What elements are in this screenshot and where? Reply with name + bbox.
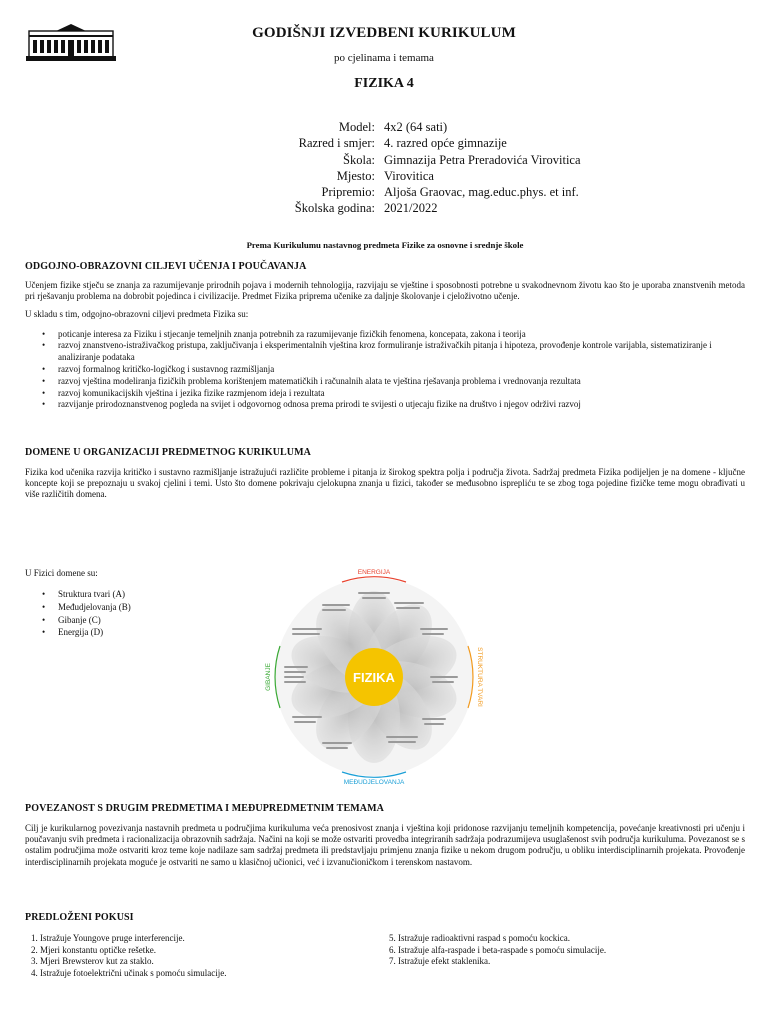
list-item: 4. Istražuje fotoelektrični učinak s pomoću simulacije.	[31, 967, 227, 978]
diagram-label-energy: ENERGIJA	[357, 569, 391, 576]
document-subtitle: po cjelinama i temama	[334, 52, 434, 64]
meta-row-class: Razred i smjer: 4. razred opće gimnazije	[298, 136, 507, 151]
document-title: GODIŠNJI IZVEDBENI KURIKULUM	[252, 25, 516, 41]
list-item: 5. Istražuje radioaktivni raspad s pomoću kockica.	[389, 933, 570, 943]
domains-section	[25, 447, 745, 501]
meta-row-author: Pripremio: Aljoša Graovac, mag.educ.phys. et inf.	[321, 185, 579, 200]
list-item: • Energija (D)	[25, 626, 255, 639]
experiments-heading: PREDLOŽENI POKUSI	[25, 912, 134, 923]
physics-domains-diagram	[262, 566, 486, 786]
subject-title: FIZIKA 4	[354, 76, 414, 91]
goals-section	[25, 261, 745, 411]
domains-intro: U Fizici domene su:	[25, 568, 98, 578]
connections-section	[25, 803, 745, 868]
goals-intro: U skladu s tim, odgojno-obrazovni ciljevi predmeta Fizika su:	[25, 309, 249, 320]
goals-paragraph: Učenjem fizike stječu se znanja za razumijevanje prirodnih pojava i modernih tehnologija, razvijaju se vještine i sposobnosti potrebne u svakodnevnom životu kao što je uporaba znanstvenih metoda pri rješavanju problema na dobrobit pojedinca i civilizacije. Predmet Fizika priprema učenike za daljnje školovanje i cjeloživotno učenje.	[25, 280, 745, 302]
domains-list	[25, 588, 255, 639]
goals-list	[25, 329, 745, 412]
diagram-label-motion: GIBANJE	[265, 663, 272, 691]
domains-list-block	[25, 568, 255, 639]
list-item: • Gibanje (C)	[25, 614, 255, 627]
curriculum-note: Prema Kurikulumu nastavnog predmeta Fizike za osnovne i srednje škole	[246, 240, 524, 250]
connections-paragraph: Cilj je kurikularnog povezivanja nastavnih predmeta u područjima kurikuluma veća prenosivost znanja i vještina koji pridonose razvijanju temeljnih kompetencija, povećanje kreativnosti pri učenju i poučavanju svih predmeta i racionalizacija obrazovnih sadržaja. Načini na koji se može ostvariti provedba integriranih sadržaja podrazumijeva usuglašenost svih područja kurikuluma. Povezanost se s ostalim područjima može ostvariti kroz teme koje nadilaze sam sadržaj predmeta ili predstavljaju primjenu znanja fizike u nekom drugom području, u obliku interdisciplinarnih projekata. Provođenje interdisciplinarnih projekata moguće je ostvariti ne samo u klasičnoj učionici, već i izvanučioničkom i terenskom nastavom.	[25, 823, 745, 867]
list-item: • razvoj formalnog kritičko-logičkog i sustavnog razmišljanja	[25, 364, 745, 376]
experiments-list-left	[31, 933, 226, 979]
list-item: • Međudjelovanja (B)	[25, 601, 255, 614]
meta-row-year: Školska godina: 2021/2022	[294, 201, 438, 216]
diagram-center-label: FIZIKA	[353, 670, 395, 685]
list-item: • poticanje interesa za Fiziku i stjecanje temeljnih znanja potrebnih za razumijevanje fizičkih fenomena, koncepata, zakona i teorija	[25, 329, 745, 341]
list-item: • razvijanje prirodoznanstvenog pogleda na svijet i odgovornog odnosa prema prirodi te svijesti o utjecaju fizike na društvo i njegov održivi razvoj	[25, 399, 745, 411]
experiments-heading-block	[25, 912, 745, 923]
list-item: • Struktura tvari (A)	[25, 588, 255, 601]
goals-heading: ODGOJNO-OBRAZOVNI CILJEVI UČENJA I POUČAVANJA	[25, 261, 307, 272]
meta-row-model: Model: 4x2 (64 sati)	[338, 120, 448, 134]
domains-heading: DOMENE U ORGANIZACIJI PREDMETNOG KURIKULUMA	[25, 447, 311, 458]
metadata-table	[0, 119, 768, 217]
list-item: • razvoj vještina modeliranja fizičkih problema korištenjem matematičkih i računalnih alata te vještina rješavanja problema i vrednovanja rezultata	[25, 376, 745, 388]
list-item: 3. Mjeri Brewsterov kut za staklo.	[31, 956, 154, 966]
meta-row-place: Mjesto: Virovitica	[336, 168, 434, 183]
list-item: 6. Istražuje alfa-raspade i beta-raspade s pomoću simulacije.	[389, 944, 607, 955]
diagram-label-matter: STRUKTURA TVARI	[476, 647, 483, 707]
connections-heading: POVEZANOST S DRUGIM PREDMETIMA I MEĐUPREDMETNIM TEMAMA	[25, 803, 384, 814]
list-item: 1. Istražuje Youngove pruge interferencije.	[31, 933, 185, 943]
domains-paragraph: Fizika kod učenika razvija kritičko i sustavno razmišljanje istražujući različite probleme i pitanja iz širokog spektra polja i područja života. Sadržaj predmeta Fizika podijeljen je na domene - ključne koncepte koji se prepoznaju u svakoj cjelini i temi. Usto što domene pokrivaju cjelokupna znanja u fizici, također se međusobno isprepliću te se zbog toga pojedine fizičke teme mogu obrađivati u više različitih domena.	[25, 467, 745, 500]
list-item: 2. Mjeri konstantu optičke rešetke.	[31, 944, 156, 955]
list-item: 7. Istražuje efekt staklenika.	[389, 956, 491, 966]
diagram-label-interactions: MEĐUDJELOVANJA	[343, 779, 405, 786]
list-item: • razvoj znanstveno-istraživačkog pristupa, zaključivanja i eksperimentalnih vještina kroz formuliranje istraživačkih pitanja i hipoteza, provođenje kontrole varijabla, sistematiziranje i analiziranje podataka	[25, 340, 745, 364]
list-item: • razvoj komunikacijskih vještina i jezika fizike razmjenom ideja i rezultata	[25, 388, 745, 400]
experiments-list-right	[389, 933, 606, 968]
meta-row-school: Škola: Gimnazija Petra Preradovića Virovitica	[343, 152, 581, 167]
